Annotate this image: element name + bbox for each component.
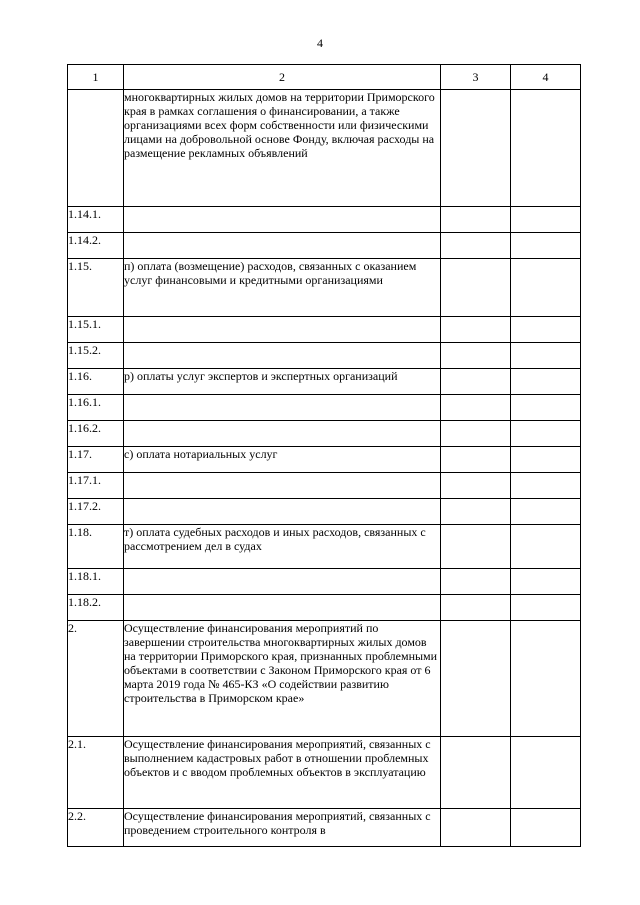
header-cell-1: 1 xyxy=(68,65,124,90)
table-row xyxy=(68,207,581,233)
row-number: 1.17.1. xyxy=(68,473,124,499)
row-number: 1.14.2. xyxy=(68,233,124,259)
row-text xyxy=(124,317,441,343)
row-number: 1.16.2. xyxy=(68,421,124,447)
row-col4 xyxy=(511,569,581,595)
row-col4 xyxy=(511,595,581,621)
row-col3 xyxy=(441,395,511,421)
row-col4 xyxy=(511,343,581,369)
row-text: Осуществление финансирования мероприятий по завершении строительства многоквартирных жилых домов на территории Приморского края, признанных проблемными объектами в соответствии с Законом Приморского края от 6 марта 2019 года № 465-КЗ «О содействии развитию строительства в Приморском крае» xyxy=(124,621,441,737)
row-col4 xyxy=(511,809,581,847)
row-col3 xyxy=(441,737,511,809)
row-number: 1.18. xyxy=(68,525,124,569)
row-col4 xyxy=(511,421,581,447)
row-col4 xyxy=(511,90,581,207)
row-number: 2. xyxy=(68,621,124,737)
header-cell-3: 3 xyxy=(441,65,511,90)
table-row xyxy=(68,737,581,809)
table-row xyxy=(68,317,581,343)
row-text: т) оплата судебных расходов и иных расходов, связанных с рассмотрением дел в судах xyxy=(124,525,441,569)
row-col4 xyxy=(511,233,581,259)
row-col3 xyxy=(441,499,511,525)
row-col3 xyxy=(441,809,511,847)
table-header-row xyxy=(68,65,581,90)
row-number: 1.17. xyxy=(68,447,124,473)
row-text xyxy=(124,395,441,421)
row-col4 xyxy=(511,621,581,737)
row-text xyxy=(124,499,441,525)
row-col3 xyxy=(441,90,511,207)
row-number: 1.16. xyxy=(68,369,124,395)
table-row xyxy=(68,447,581,473)
row-col4 xyxy=(511,317,581,343)
row-text xyxy=(124,421,441,447)
row-text: Осуществление финансирования мероприятий, связанных с проведением строительного контроля в xyxy=(124,809,441,847)
row-col3 xyxy=(441,343,511,369)
row-text xyxy=(124,595,441,621)
row-text xyxy=(124,207,441,233)
row-text xyxy=(124,343,441,369)
table-row xyxy=(68,343,581,369)
table-row xyxy=(68,421,581,447)
table-row xyxy=(68,473,581,499)
row-col3 xyxy=(441,421,511,447)
table-row xyxy=(68,621,581,737)
row-col3 xyxy=(441,233,511,259)
document-table xyxy=(67,64,581,847)
table-row xyxy=(68,525,581,569)
table-row xyxy=(68,90,581,207)
row-number: 2.2. xyxy=(68,809,124,847)
row-number: 1.18.1. xyxy=(68,569,124,595)
table-row xyxy=(68,569,581,595)
row-text xyxy=(124,233,441,259)
row-number: 1.18.2. xyxy=(68,595,124,621)
row-col3 xyxy=(441,447,511,473)
row-text: Осуществление финансирования мероприятий, связанных с выполнением кадастровых работ в отношении проблемных объектов и с вводом проблемных объектов в эксплуатацию xyxy=(124,737,441,809)
row-col4 xyxy=(511,447,581,473)
row-text: п) оплата (возмещение) расходов, связанных с оказанием услуг финансовыми и кредитными организациями xyxy=(124,259,441,317)
row-col4 xyxy=(511,525,581,569)
header-cell-2: 2 xyxy=(124,65,441,90)
row-text xyxy=(124,569,441,595)
table-row xyxy=(68,809,581,847)
row-text: с) оплата нотариальных услуг xyxy=(124,447,441,473)
row-col4 xyxy=(511,737,581,809)
row-col3 xyxy=(441,259,511,317)
row-number: 1.16.1. xyxy=(68,395,124,421)
table-row xyxy=(68,259,581,317)
row-col3 xyxy=(441,317,511,343)
row-number: 2.1. xyxy=(68,737,124,809)
row-number xyxy=(68,90,124,207)
row-col3 xyxy=(441,621,511,737)
row-number: 1.15. xyxy=(68,259,124,317)
page-number: 4 xyxy=(317,36,323,50)
row-number: 1.14.1. xyxy=(68,207,124,233)
row-text xyxy=(124,473,441,499)
row-col3 xyxy=(441,525,511,569)
row-text: многоквартирных жилых домов на территории Приморского края в рамках соглашения о финансировании, а также организациями всех форм собственности или физическими лицами на добровольной основе Фонду, включая расходы на размещение рекламных объявлений xyxy=(124,90,441,207)
row-col4 xyxy=(511,369,581,395)
row-col4 xyxy=(511,259,581,317)
row-col3 xyxy=(441,207,511,233)
row-col4 xyxy=(511,395,581,421)
row-col3 xyxy=(441,569,511,595)
row-col4 xyxy=(511,499,581,525)
row-col4 xyxy=(511,473,581,499)
table-row xyxy=(68,369,581,395)
table-row xyxy=(68,395,581,421)
row-number: 1.15.1. xyxy=(68,317,124,343)
row-number: 1.15.2. xyxy=(68,343,124,369)
header-cell-4: 4 xyxy=(511,65,581,90)
row-text: р) оплаты услуг экспертов и экспертных организаций xyxy=(124,369,441,395)
row-col3 xyxy=(441,369,511,395)
row-col3 xyxy=(441,595,511,621)
table-row xyxy=(68,233,581,259)
row-col3 xyxy=(441,473,511,499)
row-number: 1.17.2. xyxy=(68,499,124,525)
table-row xyxy=(68,595,581,621)
row-col4 xyxy=(511,207,581,233)
table-row xyxy=(68,499,581,525)
